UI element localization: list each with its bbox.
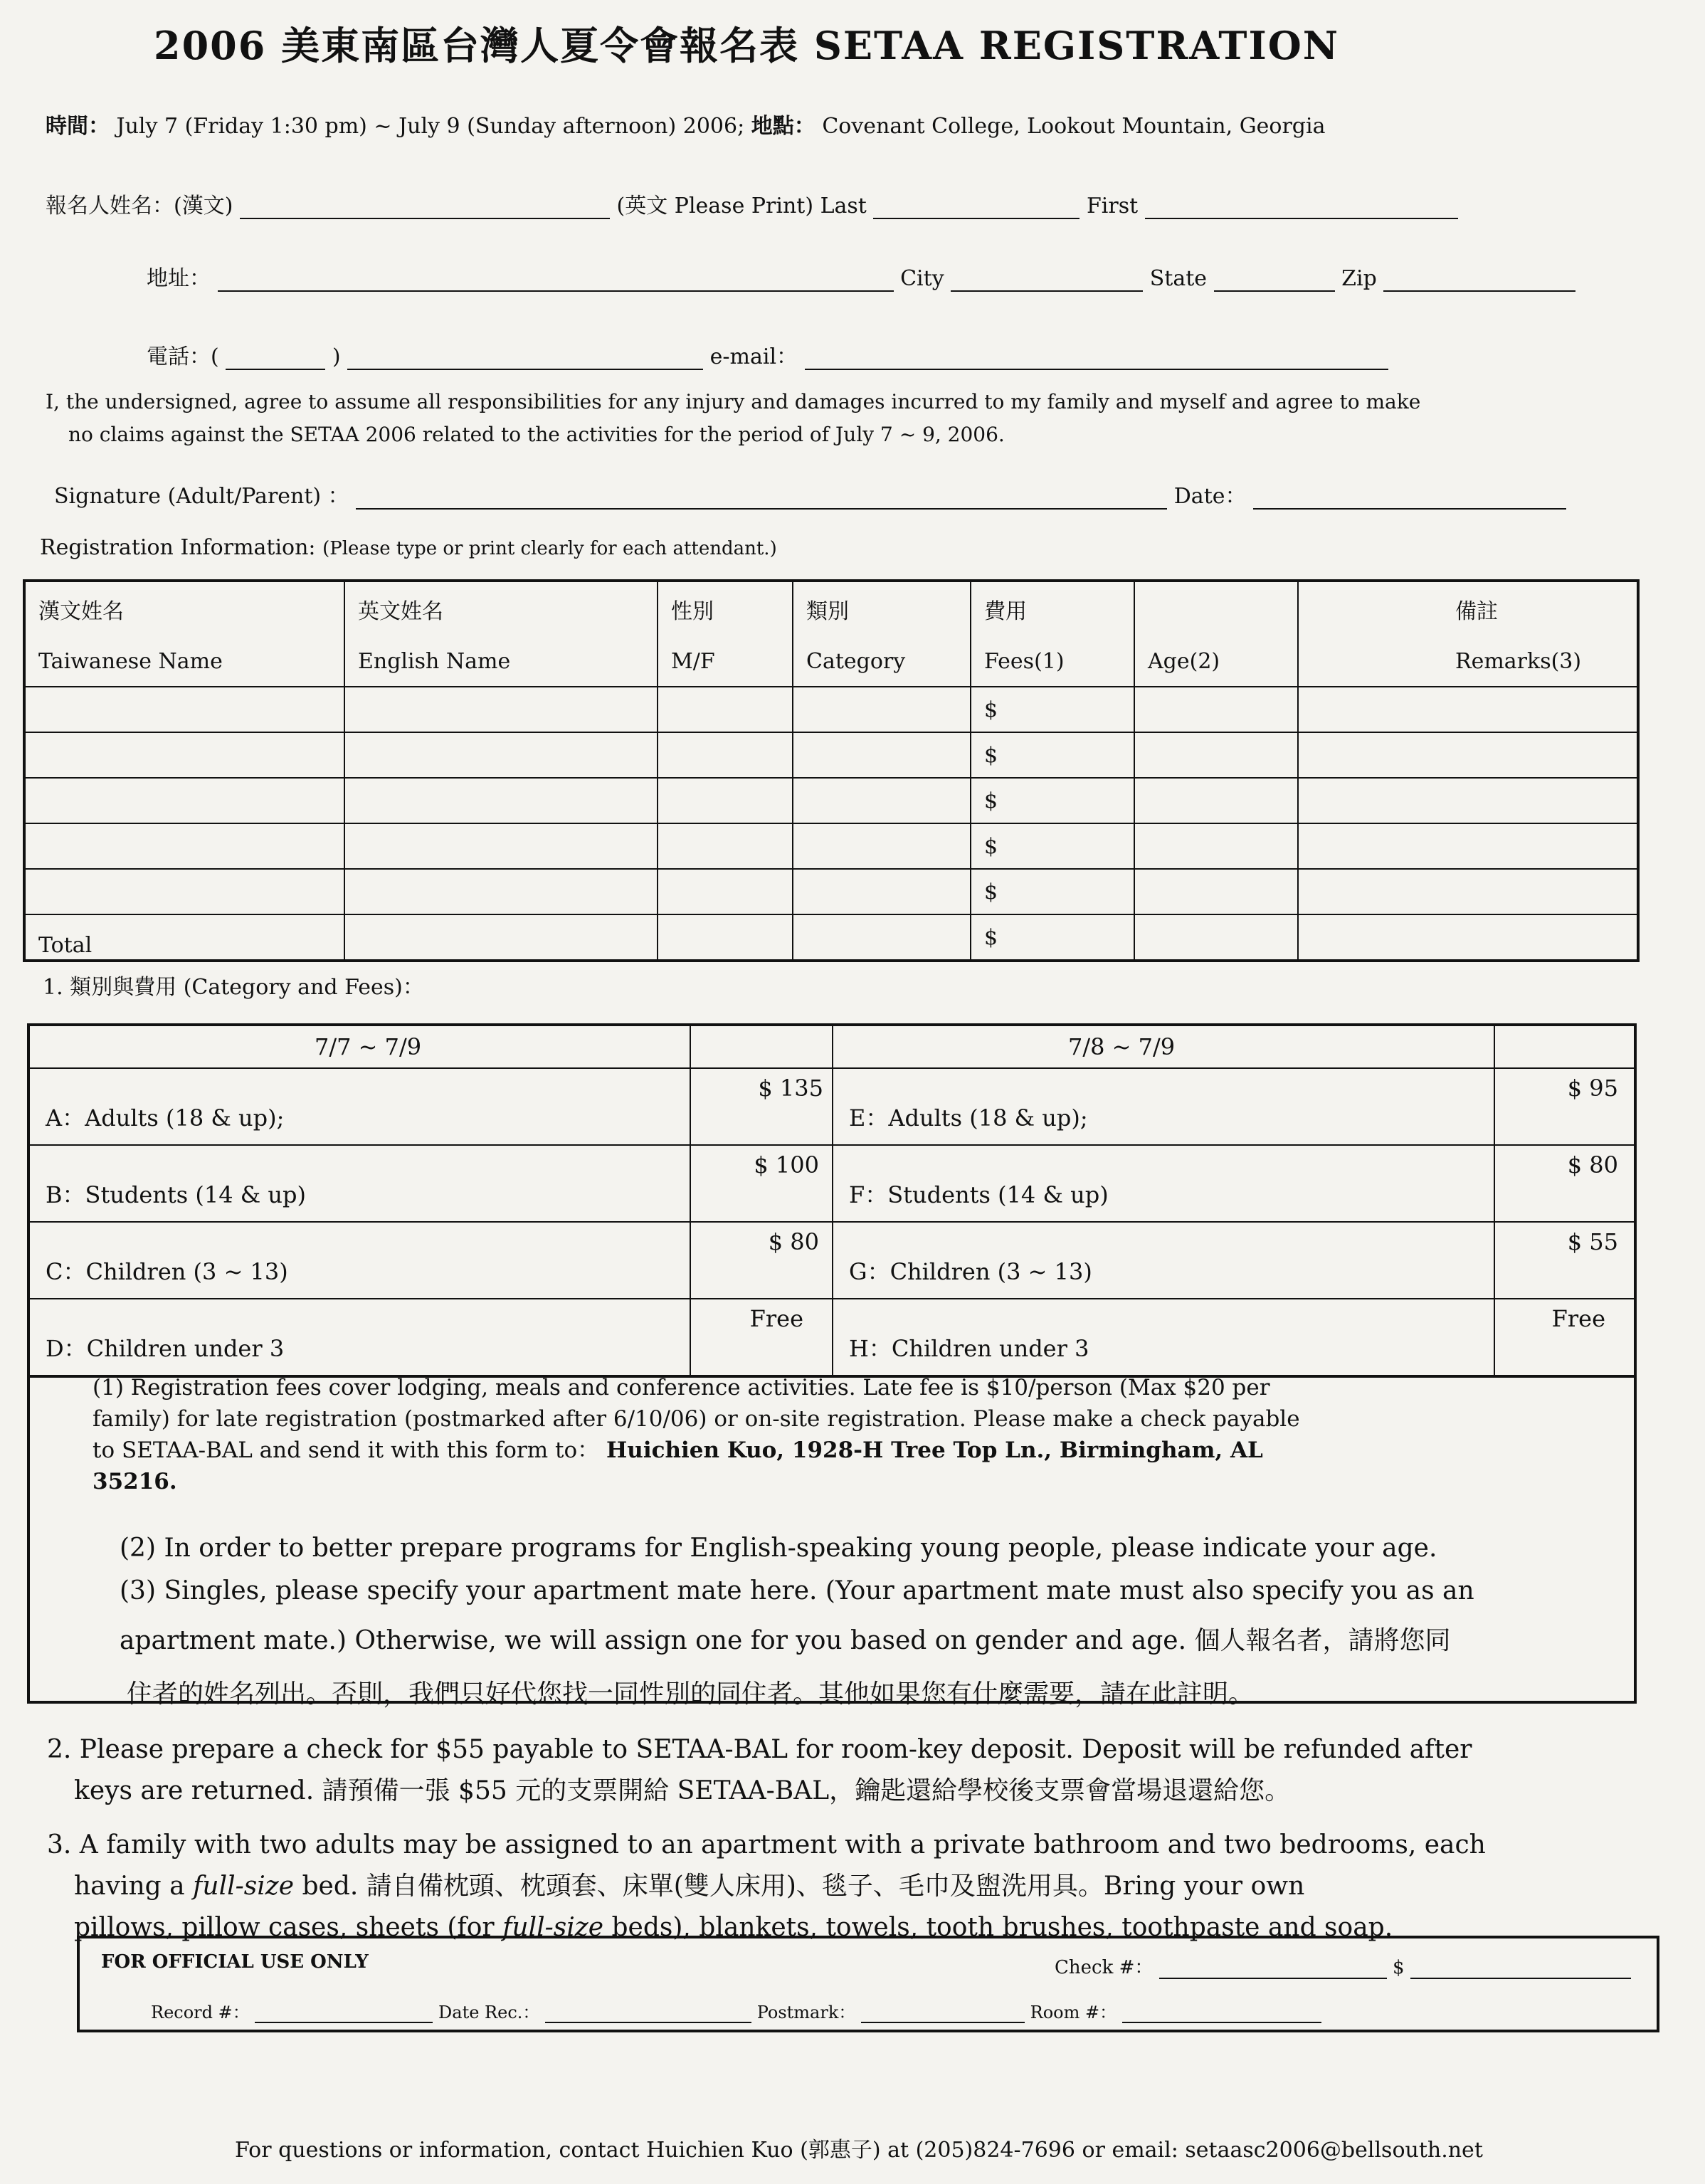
category-label: F：Students (14 & up)	[849, 1181, 1109, 1208]
col-header-zh: 備註	[1298, 581, 1638, 636]
official-row	[151, 1998, 1321, 2023]
col-header-en: English Name	[344, 636, 658, 687]
cell[interactable]	[24, 687, 344, 732]
cell[interactable]	[24, 823, 344, 869]
period-right: 7/8 ~ 7/9	[833, 1025, 1494, 1068]
note-1-line: (1) Registration fees cover lodging, meals and conference activities. Late fee is $10/person (Max $20 per	[93, 1375, 1270, 1400]
col-header-zh	[1134, 581, 1298, 636]
name-en-label: (英文 Please Print) Last	[616, 194, 867, 218]
item-2-line: keys are returned. 請預備一張 $55 元的支票開給 SETAA-BAL，鑰匙還給學校後支票會當場退還給您。	[74, 1776, 1291, 1805]
item-2	[47, 1729, 1472, 1812]
col-header-en: M/F	[658, 636, 793, 687]
total-label: Total	[24, 914, 344, 961]
official-use-box	[77, 1936, 1659, 2032]
cell	[690, 1222, 833, 1299]
category-label: D：Children under 3	[46, 1335, 285, 1362]
item-3	[47, 1825, 1486, 1948]
phone-field[interactable]	[347, 347, 703, 370]
postmark-field[interactable]	[861, 2000, 1025, 2023]
state-label: State	[1149, 266, 1208, 291]
official-heading: FOR OFFICIAL USE ONLY	[101, 1951, 369, 1973]
category-label: H：Children under 3	[849, 1335, 1089, 1362]
fees-table	[27, 1023, 1637, 1378]
col-header-en: Taiwanese Name	[24, 636, 344, 687]
fee-row	[28, 1145, 1635, 1222]
registration-table	[23, 579, 1640, 962]
note-1-line	[93, 1435, 1622, 1466]
registration-heading: Registration Information:	[40, 535, 316, 560]
cell	[1134, 914, 1298, 961]
time-value: July 7 (Friday 1:30 pm) ~ July 9 (Sunday afternoon) 2006;	[116, 114, 745, 139]
cell[interactable]	[793, 732, 971, 778]
last-name-field[interactable]	[873, 196, 1080, 219]
zip-prefix-field[interactable]	[1214, 269, 1335, 292]
cell[interactable]	[793, 869, 971, 914]
room-label: Room #：	[1030, 2003, 1117, 2022]
cell[interactable]	[1298, 687, 1638, 732]
first-name-field[interactable]	[1145, 196, 1458, 219]
cell	[833, 1068, 1494, 1145]
cell[interactable]	[1134, 778, 1298, 823]
cell[interactable]	[658, 823, 793, 869]
signature-field[interactable]	[356, 487, 1167, 510]
item-3-line	[47, 1866, 1486, 1907]
cell	[833, 1222, 1494, 1299]
fee-amount: $ 100	[754, 1151, 819, 1178]
signature-label: Signature (Adult/Parent) ：	[54, 484, 349, 509]
cell	[1494, 1068, 1635, 1145]
cell	[1494, 1025, 1635, 1068]
state-field[interactable]	[951, 269, 1143, 292]
cell[interactable]	[1134, 732, 1298, 778]
note-1-text: to SETAA-BAL and send it with this form to：	[93, 1437, 600, 1463]
cell[interactable]	[1298, 869, 1638, 914]
cell	[28, 1068, 690, 1145]
fee-row	[28, 1068, 1635, 1145]
waiver-line-2: no claims against the SETAA 2006 related to the activities for the period of July 7 ~ 9, 2006.	[68, 423, 1005, 446]
category-label: E：Adults (18 & up);	[849, 1104, 1088, 1131]
col-header-en: Age(2)	[1134, 636, 1298, 687]
col-header-en: Fees(1)	[971, 636, 1134, 687]
cell[interactable]	[658, 732, 793, 778]
fee-row	[28, 1222, 1635, 1299]
header-row-en	[24, 636, 1638, 687]
address-line	[147, 260, 1575, 292]
name-zh-field[interactable]	[240, 196, 610, 219]
name-zh-label: 報名人姓名：(漢文)	[46, 194, 233, 218]
cell[interactable]	[1298, 732, 1638, 778]
item-3-emph: full-size	[193, 1872, 295, 1901]
fee-amount: $ 95	[1567, 1075, 1618, 1102]
note-3-line: apartment mate.) Otherwise, we will assign one for you based on gender and age. 個人報名者，請將您同	[120, 1626, 1451, 1655]
contact-footer: For questions or information, contact Huichien Kuo (郭惠子) at (205)824-7696 or email: setaasc2006@bellsouth.net	[235, 2138, 1483, 2163]
col-header-zh: 類別	[793, 581, 971, 636]
registration-heading-line	[40, 535, 777, 560]
item-3-text: having a	[74, 1872, 194, 1901]
cell[interactable]	[1134, 687, 1298, 732]
cell	[690, 1025, 833, 1068]
fee-cell[interactable]: $	[971, 869, 1134, 914]
zip-field[interactable]	[1383, 269, 1575, 292]
attendee-row[interactable]	[24, 778, 1638, 823]
date-field[interactable]	[1253, 487, 1566, 510]
city-label: City	[900, 266, 944, 291]
fees-heading: 1. 類別與費用 (Category and Fees)：	[43, 975, 424, 1000]
record-label: Record #：	[151, 2003, 250, 2022]
fee-cell[interactable]: $	[971, 732, 1134, 778]
date-rec-field[interactable]	[545, 2000, 751, 2023]
category-label: G：Children (3 ~ 13)	[849, 1258, 1092, 1285]
total-row[interactable]	[24, 914, 1638, 961]
cell	[793, 914, 971, 961]
cell[interactable]	[344, 732, 658, 778]
attendee-row[interactable]	[24, 687, 1638, 732]
room-field[interactable]	[1122, 2000, 1321, 2023]
period-left: 7/7 ~ 7/9	[28, 1025, 690, 1068]
header-row-zh	[24, 581, 1638, 636]
mailing-address: Huichien Kuo, 1928-H Tree Top Ln., Birmingham, AL	[606, 1437, 1263, 1463]
amount-label: $	[1392, 1957, 1405, 1978]
cell	[1494, 1222, 1635, 1299]
form-title: 2006 美東南區台灣人夏令會報名表 SETAA REGISTRATION	[154, 23, 1340, 68]
email-label: e-mail：	[709, 344, 798, 369]
first-name-label: First	[1086, 194, 1139, 218]
name-line	[46, 188, 1458, 219]
col-header-zh: 漢文姓名	[24, 581, 344, 636]
col-header-zh: 英文姓名	[344, 581, 658, 636]
col-header-zh: 費用	[971, 581, 1134, 636]
registration-heading-note: (Please type or print clearly for each attendant.)	[322, 538, 777, 559]
cell[interactable]	[344, 778, 658, 823]
cell[interactable]	[658, 869, 793, 914]
category-label: B：Students (14 & up)	[46, 1181, 307, 1208]
time-label: 時間：	[46, 114, 110, 139]
fees-header-row	[28, 1025, 1635, 1068]
fee-amount: Free	[749, 1305, 803, 1332]
notes-2-3	[120, 1527, 1474, 1719]
cell[interactable]	[1134, 869, 1298, 914]
check-field[interactable]	[1159, 1956, 1387, 1979]
cell	[1494, 1299, 1635, 1376]
cell[interactable]	[344, 687, 658, 732]
item-3-text: beds), blankets, towels, tooth brushes, toothpaste and soap.	[603, 1913, 1393, 1942]
item-3-text: bed. 請自備枕頭、枕頭套、床單(雙人床用)、毯子、毛巾及盥洗用具。Bring your own	[294, 1872, 1305, 1901]
cell[interactable]	[1298, 823, 1638, 869]
address-label: 地址：	[147, 266, 211, 291]
cell	[690, 1299, 833, 1376]
col-header-zh: 性別	[658, 581, 793, 636]
fee-cell[interactable]: $	[971, 778, 1134, 823]
cell	[28, 1145, 690, 1222]
fee-amount: $ 55	[1567, 1228, 1618, 1255]
cell[interactable]	[1298, 778, 1638, 823]
category-label: C：Children (3 ~ 13)	[46, 1258, 288, 1285]
zip-label: Zip	[1341, 266, 1377, 291]
col-header-en: Category	[793, 636, 971, 687]
cell[interactable]	[24, 732, 344, 778]
attendee-row[interactable]	[24, 732, 1638, 778]
event-line	[46, 108, 1326, 139]
attendee-row[interactable]	[24, 869, 1638, 914]
item-3-text: pillows, pillow cases, sheets (for	[74, 1913, 503, 1942]
date-rec-label: Date Rec.：	[438, 2003, 540, 2022]
cell[interactable]	[344, 823, 658, 869]
mailing-zip: 35216.	[93, 1469, 177, 1494]
check-label: Check #：	[1055, 1957, 1154, 1978]
cell	[1298, 914, 1638, 961]
fee-cell[interactable]: $	[971, 687, 1134, 732]
cell[interactable]	[344, 869, 658, 914]
cell	[833, 1145, 1494, 1222]
address-field[interactable]	[218, 269, 894, 292]
attendee-row[interactable]	[24, 823, 1638, 869]
cell	[658, 914, 793, 961]
cell	[344, 914, 658, 961]
note-3-line: (3) Singles, please specify your apartment mate here. (Your apartment mate must also specify you as an	[120, 1576, 1474, 1605]
amount-field[interactable]	[1410, 1956, 1631, 1979]
cell	[690, 1068, 833, 1145]
phone-paren: )	[332, 344, 341, 369]
item-2-line: 2. Please prepare a check for $55 payable to SETAA-BAL for room-key deposit. Deposit will be refunded after	[47, 1735, 1472, 1764]
phone-line	[147, 339, 1388, 370]
date-label: Date：	[1173, 484, 1247, 509]
fee-row	[28, 1299, 1635, 1376]
postmark-label: Postmark：	[756, 2003, 856, 2022]
cell[interactable]	[658, 778, 793, 823]
cell	[28, 1299, 690, 1376]
cell[interactable]	[24, 869, 344, 914]
email-field[interactable]	[805, 347, 1388, 370]
waiver-line-1: I, the undersigned, agree to assume all responsibilities for any injury and damages incurred to my family and myself and agree to make	[46, 390, 1421, 413]
check-line	[1055, 1953, 1631, 1979]
fee-cell[interactable]: $	[971, 823, 1134, 869]
note-3-line: 住者的姓名列出。否則，我們只好代您找一同性別的同住者。其他如果您有什麼需要，請在此註明。	[127, 1679, 1255, 1709]
cell[interactable]	[793, 823, 971, 869]
note-1	[93, 1372, 1622, 1497]
fee-amount: $ 80	[1567, 1151, 1618, 1178]
fee-amount: Free	[1551, 1305, 1605, 1332]
cell[interactable]	[793, 687, 971, 732]
area-code-field[interactable]	[226, 347, 325, 370]
fee-amount: $ 135	[758, 1075, 823, 1102]
note-2: (2) In order to better prepare programs for English-speaking young people, please indicate your age.	[120, 1534, 1437, 1563]
signature-line	[54, 478, 1566, 510]
cell	[28, 1222, 690, 1299]
cell[interactable]	[793, 778, 971, 823]
cell	[1494, 1145, 1635, 1222]
item-3-line: 3. A family with two adults may be assigned to an apartment with a private bathroom and two bedrooms, each	[47, 1830, 1486, 1859]
cell	[690, 1145, 833, 1222]
category-label: A：Adults (18 & up);	[46, 1104, 285, 1131]
fee-amount: $ 80	[768, 1228, 819, 1255]
note-1-line: family) for late registration (postmarked after 6/10/06) or on-site registration. Please make a check payable	[93, 1406, 1300, 1432]
item-3-emph: full-size	[502, 1913, 604, 1942]
phone-label: 電話：(	[147, 344, 219, 369]
total-fee-cell[interactable]: $	[971, 914, 1134, 961]
record-field[interactable]	[255, 2000, 433, 2023]
cell[interactable]	[24, 778, 344, 823]
cell[interactable]	[1134, 823, 1298, 869]
cell[interactable]	[658, 687, 793, 732]
col-header-en: Remarks(3)	[1298, 636, 1638, 687]
place-label: 地點：	[751, 114, 815, 139]
place-value: Covenant College, Lookout Mountain, Georgia	[822, 114, 1326, 139]
cell	[833, 1299, 1494, 1376]
